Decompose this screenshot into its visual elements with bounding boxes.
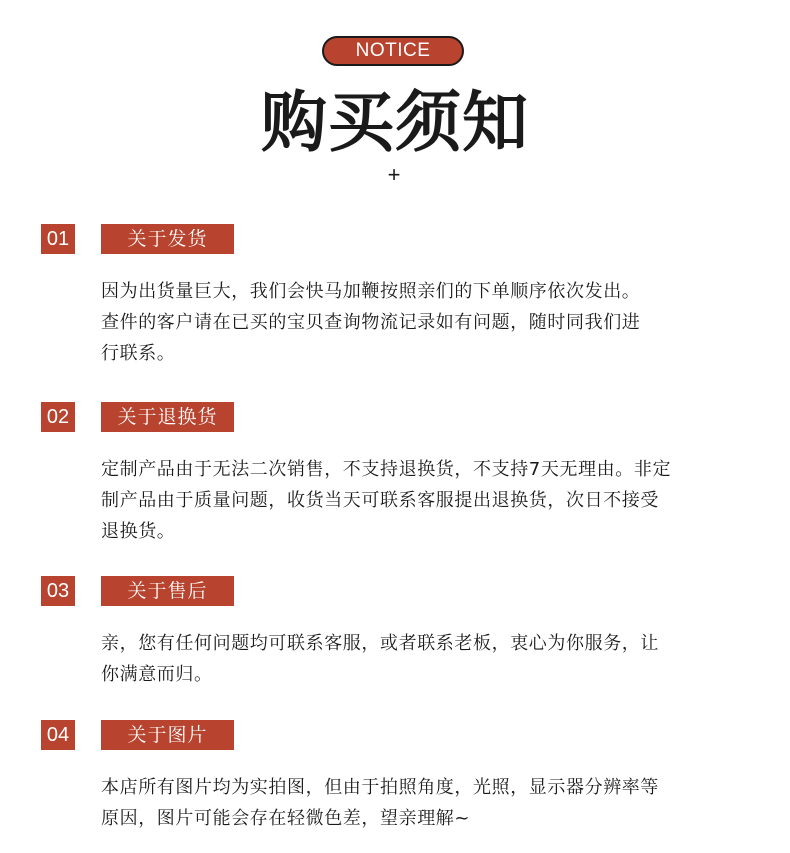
section-number: 02 (41, 402, 75, 432)
section-number: 04 (41, 720, 75, 750)
body-line: 因为出货量巨大，我们会快马加鞭按照亲们的下单顺序依次发出。 (101, 281, 641, 302)
notice-badge: NOTICE (322, 36, 464, 66)
body-line: 定制产品由于无法二次销售，不支持退换货，不支持7天无理由。非定 (101, 459, 672, 480)
body-line: 你满意而归。 (101, 664, 213, 685)
section-body (101, 454, 761, 547)
section-body (101, 276, 761, 369)
body-line: 退换货。 (101, 521, 176, 542)
section-heading: 关于发货 (101, 224, 234, 254)
section-heading: 关于退换货 (101, 402, 234, 432)
section-body (101, 628, 761, 690)
body-line: 原因，图片可能会存在轻微色差，望亲理解~ (101, 808, 471, 829)
body-line: 亲，您有任何问题均可联系客服，或者联系老板，衷心为你服务，让 (101, 633, 659, 654)
page-title: 购买须知 (261, 84, 529, 161)
plus-ornament: + (387, 162, 401, 187)
section-number: 03 (41, 576, 75, 606)
body-line: 制产品由于质量问题，收货当天可联系客服提出退换货，次日不接受 (101, 490, 659, 511)
body-line: 行联系。 (101, 343, 176, 364)
section-number: 01 (41, 224, 75, 254)
body-line: 本店所有图片均为实拍图，但由于拍照角度，光照，显示器分辨率等 (101, 777, 659, 798)
section-heading: 关于图片 (101, 720, 234, 750)
section-body (101, 772, 761, 834)
body-line: 查件的客户请在已买的宝贝查询物流记录如有问题，随时同我们进 (101, 312, 641, 333)
section-heading: 关于售后 (101, 576, 234, 606)
